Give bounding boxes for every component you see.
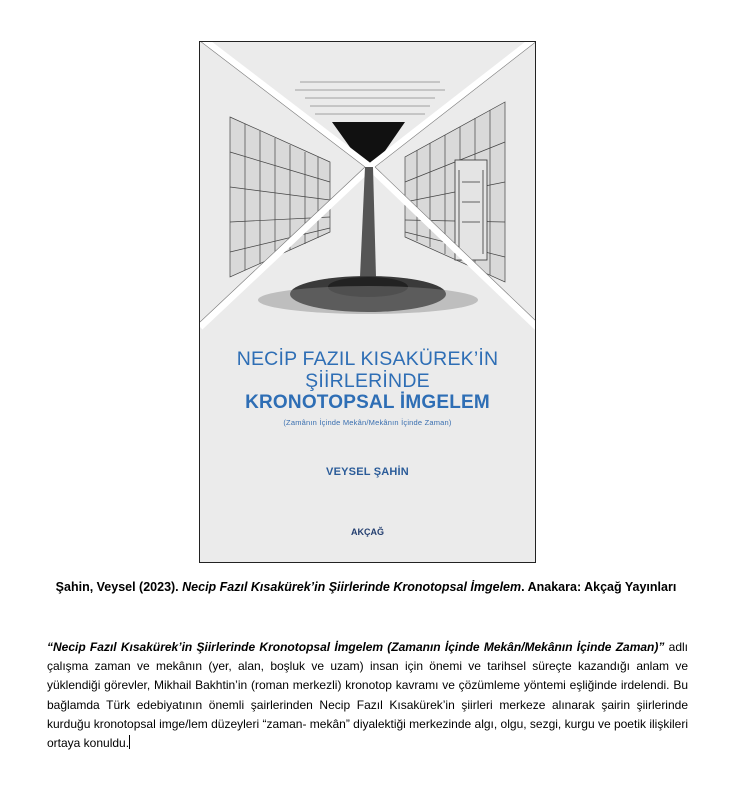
cover-title-line-1: NECİP FAZIL KISAKÜREK’İN [236,348,499,370]
citation-prefix: Şahin, Veysel (2023). [55,580,183,594]
citation-title: Necip Fazıl Kısakürek’in Şiirlerinde Kronotopsal İmgelem [182,580,522,594]
cover-title-line-3: KRONOTOPSAL İMGELEM [245,392,490,413]
cover-subtitle: (Zamânın İçinde Mekân/Mekânın İçinde Zaman) [283,418,452,427]
phone-booth [455,160,487,260]
cover-illustration [200,42,536,563]
cover-title-line-2: ŞİİRLERİNDE [305,370,430,392]
book-cover [199,41,536,563]
abstract-paragraph[interactable] [47,638,688,753]
cover-author: VEYSEL ŞAHİN [326,466,409,478]
publisher-logo [200,527,535,537]
abstract-body: adlı çalışma zaman ve mekânın (yer, alan, boşluk ve uzam) insan için önemi ve tarihsel süreçte kazandığı anlam ve yüklendiği görevler, Mikhail Bakhtin’in (roman merkezli) kronotop kavramı ve çözümleme yöntemi eşliğinde irdelendi. Bu bağlamda Türk edebiyatının önemli şairlerinden Necip Fazıl Kısakürek’in şiirleri merkeze alınarak şairin şiirlerinde kurduğu kronotopsal imge/lem düzeyleri “zaman- mekân” diyalektiği merkezinde algı, olgu, sezgi, kurgu ve poetik ilişkileri ortaya konuldu. [47,640,688,751]
abstract-lead: “Necip Fazıl Kısakürek’in Şiirlerinde Kronotopsal İmgelem (Zamanın İçinde Mekân/Mekânın İçinde Zaman)” [47,640,665,654]
sand-stream [360,167,376,277]
publisher-logo-text: AKÇAĞ [351,527,384,537]
text-cursor [129,735,130,749]
citation-suffix: . Anakara: Akçağ Yayınları [521,580,677,594]
sky-lines [295,82,445,114]
citation-line [0,580,732,594]
